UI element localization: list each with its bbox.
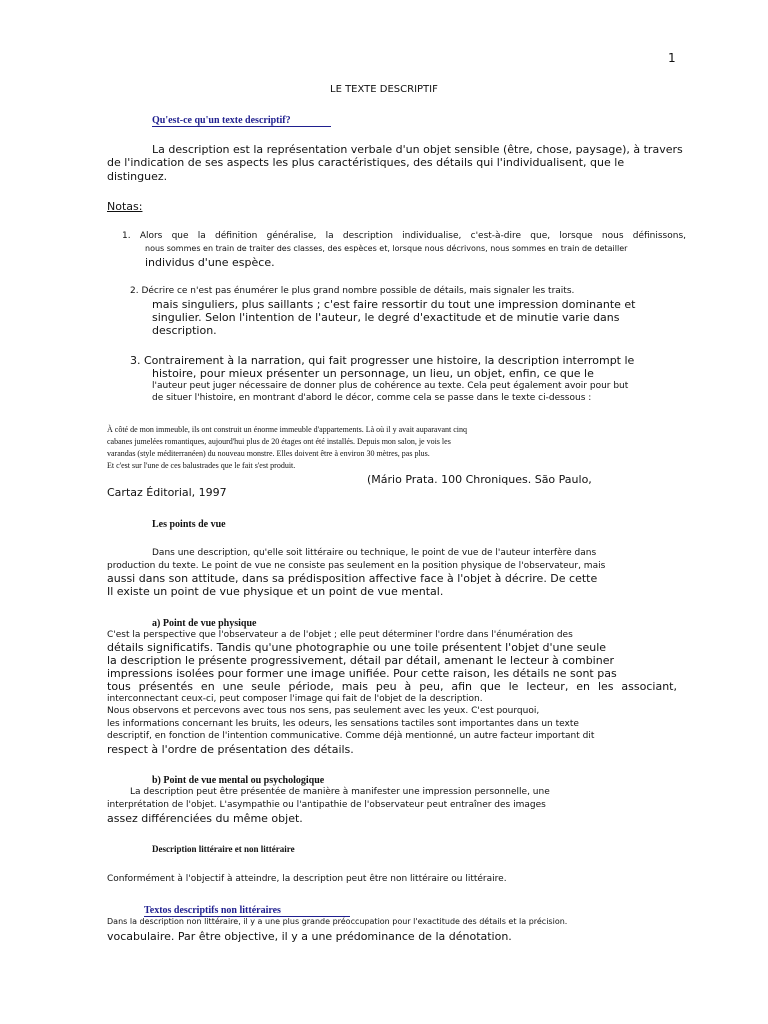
literary-paragraph: Conformément à l'objectif à atteindre, la description peut être non littéraire ou littéraire. bbox=[107, 874, 507, 884]
section-heading-physical: a) Point de vue physique bbox=[152, 618, 257, 629]
section-heading-points-of-view: Les points de vue bbox=[152, 519, 226, 530]
page-number: 1 bbox=[668, 51, 676, 65]
section-heading-literary: Description littéraire et non littéraire bbox=[152, 844, 295, 854]
notes-label: Notas: bbox=[107, 200, 143, 213]
page-title: LE TEXTE DESCRIPTIF bbox=[330, 84, 438, 95]
section-heading-non-literary: Textos descriptifs non littéraires bbox=[144, 905, 281, 916]
section-heading-what-is: Qu'est-ce qu'un texte descriptif? bbox=[152, 115, 291, 126]
section-heading-mental: b) Point de vue mental ou psychologique bbox=[152, 775, 325, 786]
heading-underline bbox=[152, 126, 331, 127]
